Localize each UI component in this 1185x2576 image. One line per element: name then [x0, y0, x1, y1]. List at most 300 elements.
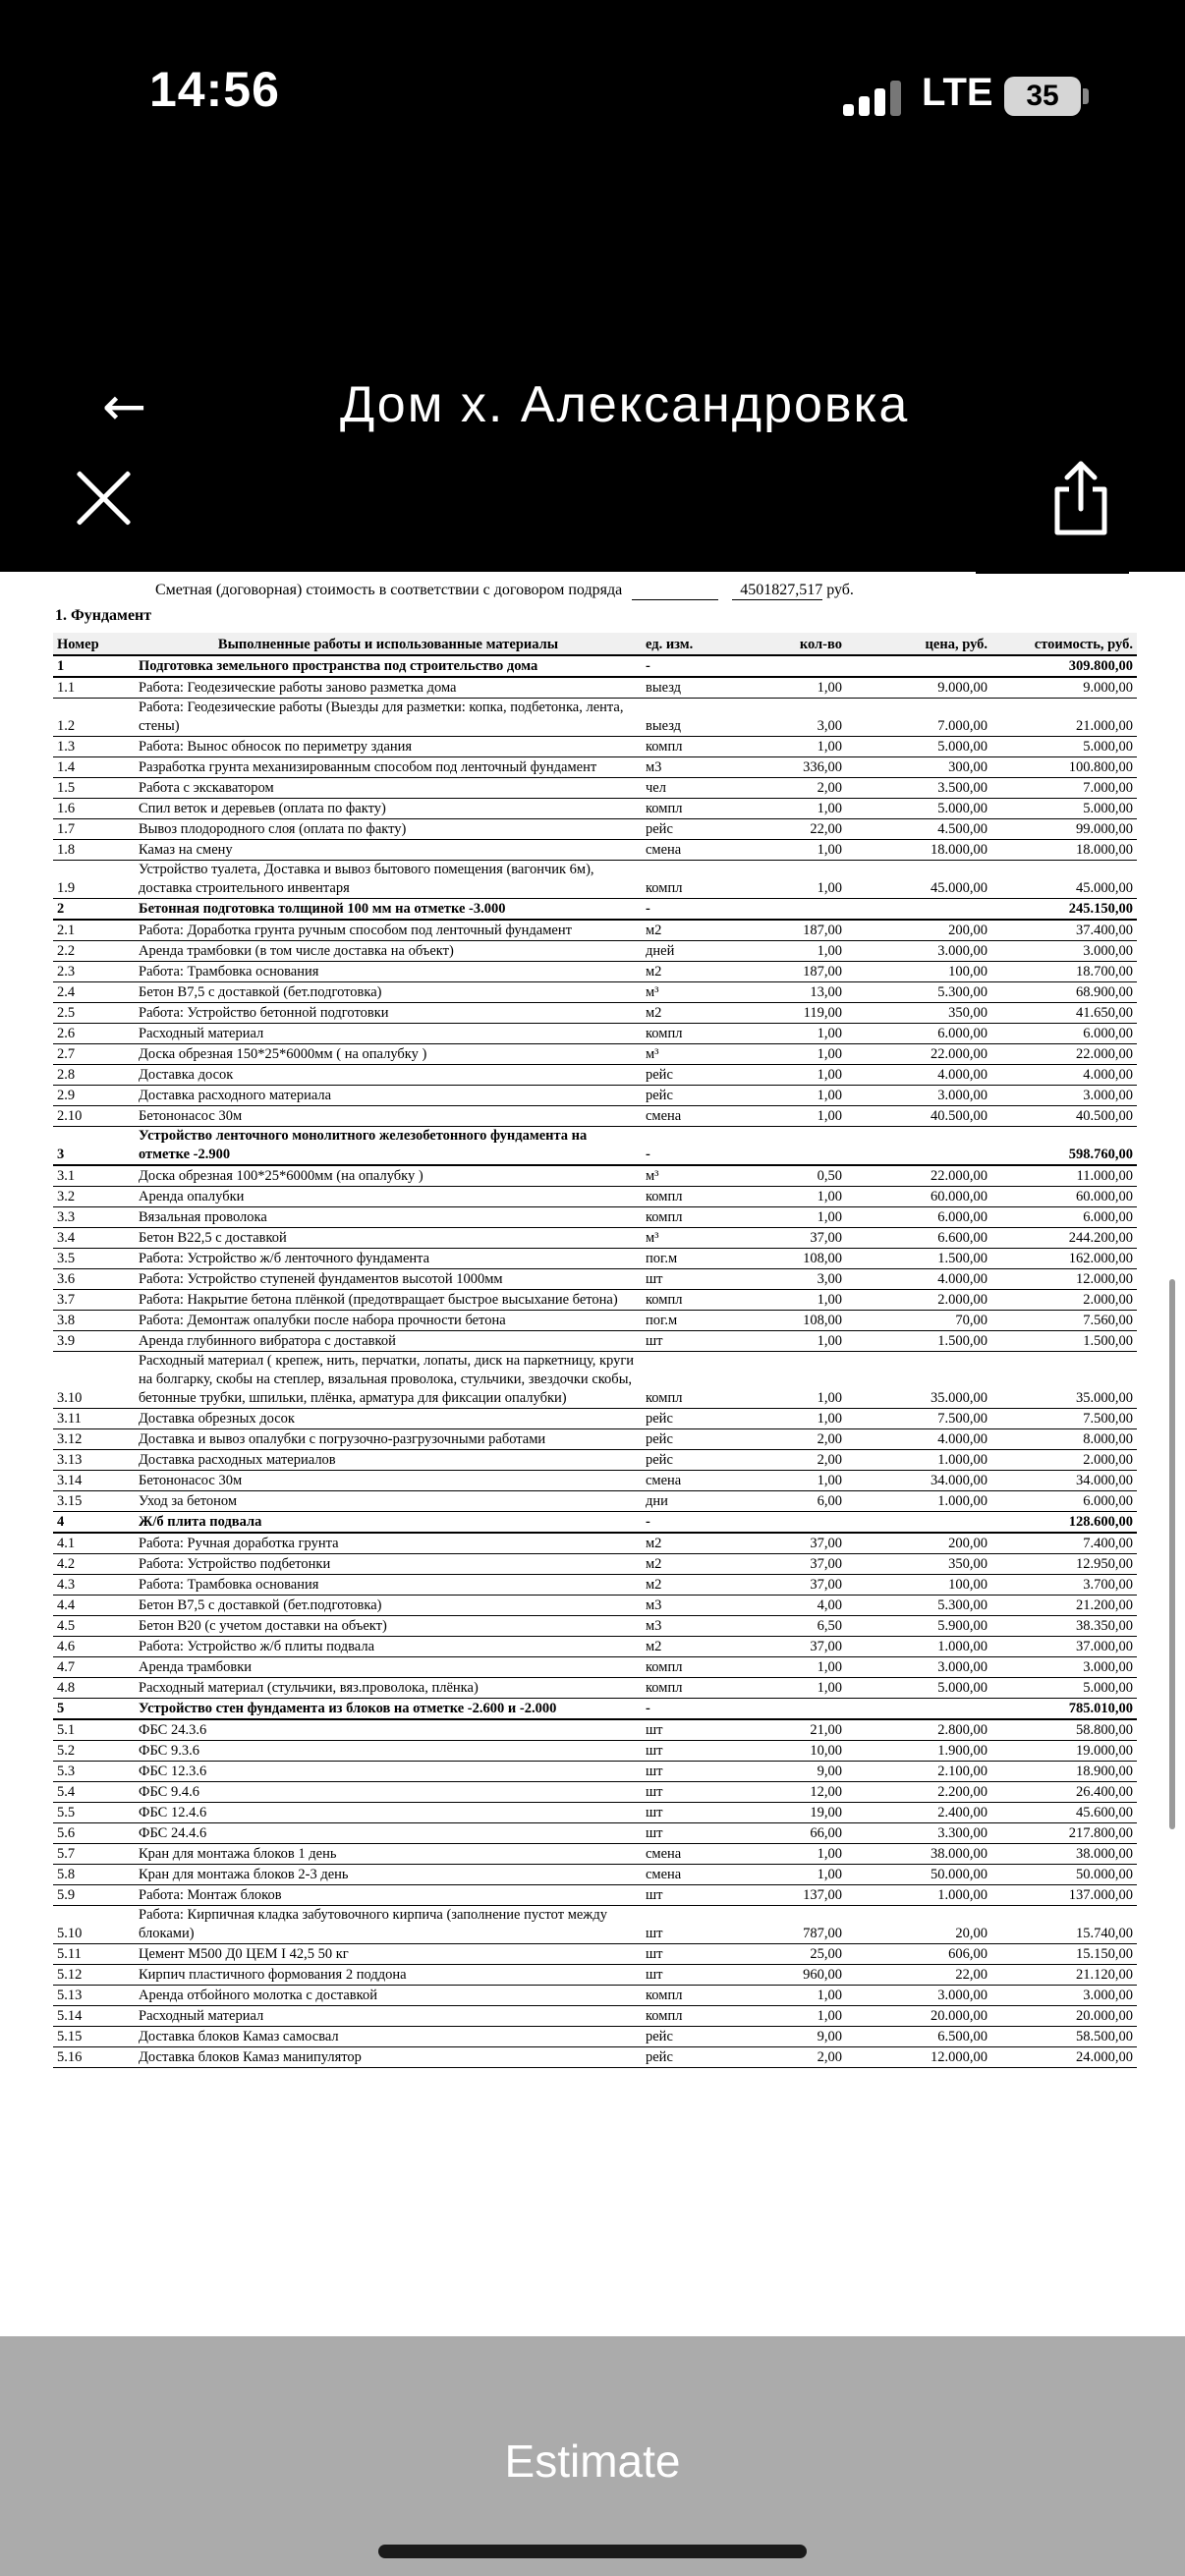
- row-cost: 7.400,00: [991, 1533, 1137, 1554]
- row-qty: 1,00: [750, 1331, 846, 1352]
- table-row: [53, 1331, 1137, 1352]
- row-number: 3.12: [53, 1429, 135, 1450]
- row-name: Вязальная проволока: [135, 1207, 642, 1228]
- table-row: [53, 962, 1137, 982]
- row-qty: 0,50: [750, 1165, 846, 1187]
- row-name: Работа: Устройство ж/б плиты подвала: [135, 1637, 642, 1657]
- row-number: 2: [53, 899, 135, 921]
- row-number: 1.8: [53, 840, 135, 861]
- table-row: [53, 1596, 1137, 1616]
- row-number: 5.15: [53, 2027, 135, 2047]
- row-number: 3.7: [53, 1290, 135, 1311]
- row-qty: 2,00: [750, 1429, 846, 1450]
- table-row: [53, 1575, 1137, 1596]
- document-title: Дом х. Александровка: [340, 376, 910, 433]
- row-price: 5.900,00: [846, 1616, 991, 1637]
- row-number: 2.2: [53, 941, 135, 962]
- row-name: Работа: Ручная доработка грунта: [135, 1533, 642, 1554]
- row-qty: 1,00: [750, 1844, 846, 1865]
- row-unit: рейс: [642, 2047, 750, 2068]
- row-number: 5.13: [53, 1986, 135, 2006]
- row-cost: 5.000,00: [991, 1678, 1137, 1699]
- row-qty: [750, 1699, 846, 1720]
- row-price: 1.000,00: [846, 1637, 991, 1657]
- row-price: 1.500,00: [846, 1331, 991, 1352]
- row-unit: компл: [642, 1352, 750, 1409]
- header-price: цена, руб.: [846, 633, 991, 655]
- table-row: [53, 1906, 1137, 1944]
- row-qty: 1,00: [750, 677, 846, 699]
- row-number: 5: [53, 1699, 135, 1720]
- row-name: Работа: Геодезические работы заново разметка дома: [135, 677, 642, 699]
- row-price: 2.100,00: [846, 1762, 991, 1782]
- table-row: [53, 1512, 1137, 1534]
- row-qty: 1,00: [750, 1986, 846, 2006]
- row-price: 60.000,00: [846, 1187, 991, 1207]
- table-row: [53, 861, 1137, 899]
- row-price: 350,00: [846, 1003, 991, 1024]
- table-row: [53, 799, 1137, 819]
- row-price: 2.400,00: [846, 1803, 991, 1823]
- row-name: ФБС 9.4.6: [135, 1782, 642, 1803]
- row-price: 4.000,00: [846, 1269, 991, 1290]
- row-name: Аренда глубинного вибратора с доставкой: [135, 1331, 642, 1352]
- share-button[interactable]: [1044, 458, 1118, 538]
- row-unit: шт: [642, 1719, 750, 1741]
- row-qty: 4,00: [750, 1596, 846, 1616]
- row-qty: 1,00: [750, 1678, 846, 1699]
- table-row: [53, 1986, 1137, 2006]
- row-unit: смена: [642, 840, 750, 861]
- row-unit: м2: [642, 1554, 750, 1575]
- row-unit: шт: [642, 1762, 750, 1782]
- row-unit: -: [642, 1127, 750, 1166]
- row-cost: 5.000,00: [991, 799, 1137, 819]
- row-unit: рейс: [642, 1429, 750, 1450]
- row-cost: 245.150,00: [991, 899, 1137, 921]
- row-price: 3.300,00: [846, 1823, 991, 1844]
- row-price: 20.000,00: [846, 2006, 991, 2027]
- table-row: [53, 699, 1137, 737]
- row-price: 5.000,00: [846, 737, 991, 757]
- row-qty: 1,00: [750, 1865, 846, 1885]
- row-cost: 3.000,00: [991, 941, 1137, 962]
- table-row: [53, 1228, 1137, 1249]
- row-name: Кран для монтажа блоков 2-3 день: [135, 1865, 642, 1885]
- row-price: 2.800,00: [846, 1719, 991, 1741]
- row-price: [846, 1512, 991, 1534]
- row-name: Расходный материал ( крепеж, нить, перчатки, лопаты, диск на паркетницу, круги на болгарку, скобы на степлер, вязальная проволока, стульчики, звездочки скобы, бетонные трубки, шпильки, плёнка, арматура для фиксации опалубки): [135, 1352, 642, 1409]
- status-bar: [0, 0, 1185, 196]
- row-cost: 100.800,00: [991, 757, 1137, 778]
- row-number: 3.10: [53, 1352, 135, 1409]
- table-row: [53, 2027, 1137, 2047]
- row-price: 3.000,00: [846, 1657, 991, 1678]
- table-row: [53, 899, 1137, 921]
- contract-blank: [632, 582, 718, 600]
- row-number: 5.12: [53, 1965, 135, 1986]
- row-qty: 787,00: [750, 1906, 846, 1944]
- row-unit: м3: [642, 1596, 750, 1616]
- row-cost: 50.000,00: [991, 1865, 1137, 1885]
- table-row: [53, 1554, 1137, 1575]
- row-cost: 309.800,00: [991, 655, 1137, 677]
- row-qty: 1,00: [750, 941, 846, 962]
- section-title: 1. Фундамент: [55, 607, 152, 624]
- row-price: 18.000,00: [846, 840, 991, 861]
- table-row: [53, 1719, 1137, 1741]
- row-price: 3.000,00: [846, 941, 991, 962]
- row-cost: 3.000,00: [991, 1986, 1137, 2006]
- row-qty: 1,00: [750, 1024, 846, 1044]
- row-number: 3.13: [53, 1450, 135, 1471]
- table-row: [53, 1782, 1137, 1803]
- table-row: [53, 655, 1137, 677]
- row-qty: 1,00: [750, 861, 846, 899]
- row-unit: м³: [642, 1228, 750, 1249]
- row-qty: 1,00: [750, 840, 846, 861]
- row-cost: 37.000,00: [991, 1637, 1137, 1657]
- row-name: Доставка блоков Камаз манипулятор: [135, 2047, 642, 2068]
- row-unit: рейс: [642, 819, 750, 840]
- row-cost: 41.650,00: [991, 1003, 1137, 1024]
- row-cost: 7.560,00: [991, 1311, 1137, 1331]
- row-price: 6.500,00: [846, 2027, 991, 2047]
- row-number: 5.5: [53, 1803, 135, 1823]
- row-number: 1.2: [53, 699, 135, 737]
- table-row: [53, 1003, 1137, 1024]
- row-cost: 21.120,00: [991, 1965, 1137, 1986]
- network-type: LTE: [922, 71, 993, 114]
- row-qty: 6,50: [750, 1616, 846, 1637]
- row-unit: м2: [642, 962, 750, 982]
- row-qty: 10,00: [750, 1741, 846, 1762]
- row-unit: выезд: [642, 677, 750, 699]
- row-unit: смена: [642, 1844, 750, 1865]
- row-qty: 137,00: [750, 1885, 846, 1906]
- row-cost: 2.000,00: [991, 1290, 1137, 1311]
- table-row: [53, 1844, 1137, 1865]
- header-unit: ед. изм.: [642, 633, 750, 655]
- table-row: [53, 1616, 1137, 1637]
- row-name: Спил веток и деревьев (оплата по факту): [135, 799, 642, 819]
- row-name: Бетононасос 30м: [135, 1106, 642, 1127]
- row-qty: 1,00: [750, 1106, 846, 1127]
- row-number: 1.6: [53, 799, 135, 819]
- row-cost: 45.600,00: [991, 1803, 1137, 1823]
- row-number: 5.9: [53, 1885, 135, 1906]
- row-unit: шт: [642, 1803, 750, 1823]
- row-cost: 20.000,00: [991, 2006, 1137, 2027]
- row-name: Работа: Кирпичная кладка забутовочного кирпича (заполнение пустот между блоками): [135, 1906, 642, 1944]
- row-qty: 37,00: [750, 1533, 846, 1554]
- row-number: 5.14: [53, 2006, 135, 2027]
- row-unit: шт: [642, 1823, 750, 1844]
- row-unit: шт: [642, 1741, 750, 1762]
- row-unit: компл: [642, 1290, 750, 1311]
- row-number: 1.7: [53, 819, 135, 840]
- row-cost: 7.500,00: [991, 1409, 1137, 1429]
- row-cost: 3.700,00: [991, 1575, 1137, 1596]
- row-price: 5.000,00: [846, 1678, 991, 1699]
- row-name: Уход за бетоном: [135, 1491, 642, 1512]
- row-cost: 598.760,00: [991, 1127, 1137, 1166]
- header-works: Выполненные работы и использованные материалы: [135, 633, 642, 655]
- row-name: Работа: Устройство ж/б ленточного фундамента: [135, 1249, 642, 1269]
- row-cost: 1.500,00: [991, 1331, 1137, 1352]
- row-qty: [750, 1127, 846, 1166]
- row-number: 1: [53, 655, 135, 677]
- row-price: 4.500,00: [846, 819, 991, 840]
- row-qty: [750, 655, 846, 677]
- row-number: 4.6: [53, 1637, 135, 1657]
- row-unit: компл: [642, 1024, 750, 1044]
- row-unit: дней: [642, 941, 750, 962]
- row-qty: 187,00: [750, 962, 846, 982]
- row-qty: 1,00: [750, 1409, 846, 1429]
- row-qty: 1,00: [750, 1471, 846, 1491]
- row-price: 9.000,00: [846, 677, 991, 699]
- row-name: Работа: Трамбовка основания: [135, 1575, 642, 1596]
- row-price: 7.500,00: [846, 1409, 991, 1429]
- row-name: ФБС 24.3.6: [135, 1719, 642, 1741]
- row-number: 5.6: [53, 1823, 135, 1844]
- row-unit: рейс: [642, 2027, 750, 2047]
- row-unit: шт: [642, 1906, 750, 1944]
- row-cost: 2.000,00: [991, 1450, 1137, 1471]
- row-unit: м³: [642, 1165, 750, 1187]
- table-row: [53, 982, 1137, 1003]
- row-qty: 3,00: [750, 699, 846, 737]
- table-row: [53, 1491, 1137, 1512]
- back-arrow-icon[interactable]: ←: [102, 375, 147, 437]
- row-name: ФБС 12.4.6: [135, 1803, 642, 1823]
- row-qty: 37,00: [750, 1228, 846, 1249]
- row-cost: 128.600,00: [991, 1512, 1137, 1534]
- row-cost: 18.000,00: [991, 840, 1137, 861]
- row-cost: 11.000,00: [991, 1165, 1137, 1187]
- scroll-indicator[interactable]: [1169, 1279, 1175, 1829]
- row-qty: 9,00: [750, 1762, 846, 1782]
- table-row: [53, 1127, 1137, 1166]
- row-unit: м2: [642, 920, 750, 941]
- row-price: 606,00: [846, 1944, 991, 1965]
- table-row: [53, 1678, 1137, 1699]
- row-qty: [750, 899, 846, 921]
- row-name: Работа: Геодезические работы (Выезды для разметки: копка, подбетонка, лента, стены): [135, 699, 642, 737]
- row-unit: компл: [642, 1986, 750, 2006]
- row-name: Доставка и вывоз опалубки с погрузочно-разгрузочными работами: [135, 1429, 642, 1450]
- row-number: 5.2: [53, 1741, 135, 1762]
- row-unit: шт: [642, 1782, 750, 1803]
- document-page[interactable]: [0, 572, 1185, 2576]
- row-name: Бетонная подготовка толщиной 100 мм на отметке -3.000: [135, 899, 642, 921]
- row-cost: 34.000,00: [991, 1471, 1137, 1491]
- row-unit: м³: [642, 982, 750, 1003]
- row-number: 5.8: [53, 1865, 135, 1885]
- table-row: [53, 1803, 1137, 1823]
- row-name: Устройство туалета, Доставка и вывоз бытового помещения (вагончик 6м), доставка строительного инвентаря: [135, 861, 642, 899]
- row-qty: 3,00: [750, 1269, 846, 1290]
- row-unit: смена: [642, 1106, 750, 1127]
- close-button[interactable]: [69, 464, 138, 532]
- row-unit: шт: [642, 1965, 750, 1986]
- row-name: Вывоз плодородного слоя (оплата по факту): [135, 819, 642, 840]
- row-unit: -: [642, 1699, 750, 1720]
- row-unit: чел: [642, 778, 750, 799]
- table-row: [53, 1741, 1137, 1762]
- estimate-table: [53, 633, 1137, 2068]
- row-price: 40.500,00: [846, 1106, 991, 1127]
- row-number: 5.1: [53, 1719, 135, 1741]
- row-cost: 3.000,00: [991, 1657, 1137, 1678]
- row-number: 2.8: [53, 1065, 135, 1086]
- row-unit: компл: [642, 1207, 750, 1228]
- row-price: 50.000,00: [846, 1865, 991, 1885]
- row-number: 3.6: [53, 1269, 135, 1290]
- row-name: ФБС 12.3.6: [135, 1762, 642, 1782]
- row-qty: 336,00: [750, 757, 846, 778]
- row-qty: 13,00: [750, 982, 846, 1003]
- row-qty: 25,00: [750, 1944, 846, 1965]
- row-name: Аренда отбойного молотка с доставкой: [135, 1986, 642, 2006]
- row-name: Работа: Устройство бетонной подготовки: [135, 1003, 642, 1024]
- row-cost: 3.000,00: [991, 1086, 1137, 1106]
- row-name: ФБС 24.4.6: [135, 1823, 642, 1844]
- row-qty: 37,00: [750, 1575, 846, 1596]
- row-name: Кирпич пластичного формования 2 поддона: [135, 1965, 642, 1986]
- row-price: 300,00: [846, 757, 991, 778]
- row-qty: 37,00: [750, 1637, 846, 1657]
- row-unit: компл: [642, 2006, 750, 2027]
- row-price: 100,00: [846, 1575, 991, 1596]
- row-number: 4.8: [53, 1678, 135, 1699]
- row-unit: м2: [642, 1637, 750, 1657]
- table-row: [53, 1409, 1137, 1429]
- row-price: 12.000,00: [846, 2047, 991, 2068]
- row-name: Доставка обрезных досок: [135, 1409, 642, 1429]
- row-qty: 1,00: [750, 1065, 846, 1086]
- row-cost: 58.500,00: [991, 2027, 1137, 2047]
- row-qty: 1,00: [750, 1657, 846, 1678]
- table-row: [53, 1352, 1137, 1409]
- row-name: Разработка грунта механизированным способом под ленточный фундамент: [135, 757, 642, 778]
- row-qty: 1,00: [750, 1207, 846, 1228]
- row-qty: 19,00: [750, 1803, 846, 1823]
- header-number: Номер: [53, 633, 135, 655]
- row-unit: -: [642, 899, 750, 921]
- row-name: Устройство ленточного монолитного железобетонного фундамента на отметке -2.900: [135, 1127, 642, 1166]
- row-number: 4: [53, 1512, 135, 1534]
- row-cost: 4.000,00: [991, 1065, 1137, 1086]
- row-qty: 108,00: [750, 1249, 846, 1269]
- row-cost: 21.200,00: [991, 1596, 1137, 1616]
- table-header-row: [53, 633, 1137, 655]
- row-number: 5.7: [53, 1844, 135, 1865]
- row-unit: компл: [642, 1187, 750, 1207]
- row-unit: компл: [642, 1678, 750, 1699]
- row-name: Подготовка земельного пространства под строительство дома: [135, 655, 642, 677]
- row-name: Цемент М500 Д0 ЦЕМ I 42,5 50 кг: [135, 1944, 642, 1965]
- row-name: Работа: Доработка грунта ручным способом под ленточный фундамент: [135, 920, 642, 941]
- row-cost: 137.000,00: [991, 1885, 1137, 1906]
- row-qty: 1,00: [750, 1044, 846, 1065]
- row-qty: 21,00: [750, 1719, 846, 1741]
- row-cost: 5.000,00: [991, 737, 1137, 757]
- row-number: 1.4: [53, 757, 135, 778]
- row-qty: 119,00: [750, 1003, 846, 1024]
- row-price: 100,00: [846, 962, 991, 982]
- row-qty: 2,00: [750, 2047, 846, 2068]
- row-cost: 21.000,00: [991, 699, 1137, 737]
- row-qty: 6,00: [750, 1491, 846, 1512]
- row-price: 35.000,00: [846, 1352, 991, 1409]
- table-row: [53, 1429, 1137, 1450]
- row-qty: 187,00: [750, 920, 846, 941]
- document-header: [0, 365, 1185, 437]
- row-price: 3.000,00: [846, 1986, 991, 2006]
- row-cost: 15.740,00: [991, 1906, 1137, 1944]
- row-number: 2.7: [53, 1044, 135, 1065]
- row-qty: 1,00: [750, 737, 846, 757]
- row-number: 5.11: [53, 1944, 135, 1965]
- row-number: 4.5: [53, 1616, 135, 1637]
- row-price: 2.200,00: [846, 1782, 991, 1803]
- table-row: [53, 1311, 1137, 1331]
- row-price: 22,00: [846, 1965, 991, 1986]
- table-row: [53, 1823, 1137, 1844]
- row-unit: компл: [642, 737, 750, 757]
- contract-cost-line: [155, 582, 854, 600]
- row-cost: 12.950,00: [991, 1554, 1137, 1575]
- row-number: 1.5: [53, 778, 135, 799]
- row-name: Доска обрезная 150*25*6000мм ( на опалубку ): [135, 1044, 642, 1065]
- row-unit: компл: [642, 799, 750, 819]
- row-name: Доска обрезная 100*25*6000мм (на опалубку ): [135, 1165, 642, 1187]
- row-unit: шт: [642, 1944, 750, 1965]
- row-name: Расходный материал (стульчики, вяз.проволока, плёнка): [135, 1678, 642, 1699]
- row-number: 5.16: [53, 2047, 135, 2068]
- table-row: [53, 1269, 1137, 1290]
- row-cost: 58.800,00: [991, 1719, 1137, 1741]
- home-indicator[interactable]: [378, 2545, 807, 2558]
- row-price: 350,00: [846, 1554, 991, 1575]
- row-number: 2.3: [53, 962, 135, 982]
- row-cost: 60.000,00: [991, 1187, 1137, 1207]
- table-row: [53, 1187, 1137, 1207]
- row-name: Расходный материал: [135, 2006, 642, 2027]
- table-row: [53, 1450, 1137, 1471]
- row-unit: дни: [642, 1491, 750, 1512]
- estimate-button[interactable]: Estimate: [504, 2436, 681, 2487]
- row-price: [846, 899, 991, 921]
- row-qty: 1,00: [750, 1290, 846, 1311]
- row-number: 2.6: [53, 1024, 135, 1044]
- row-unit: -: [642, 655, 750, 677]
- row-number: 2.1: [53, 920, 135, 941]
- row-number: 5.3: [53, 1762, 135, 1782]
- row-price: [846, 1699, 991, 1720]
- row-qty: 108,00: [750, 1311, 846, 1331]
- row-price: 3.000,00: [846, 1086, 991, 1106]
- table-row: [53, 677, 1137, 699]
- row-price: 1.900,00: [846, 1741, 991, 1762]
- table-row: [53, 1165, 1137, 1187]
- row-cost: 24.000,00: [991, 2047, 1137, 2068]
- row-price: 4.000,00: [846, 1429, 991, 1450]
- divider: [976, 572, 1129, 574]
- row-name: Доставка блоков Камаз самосвал: [135, 2027, 642, 2047]
